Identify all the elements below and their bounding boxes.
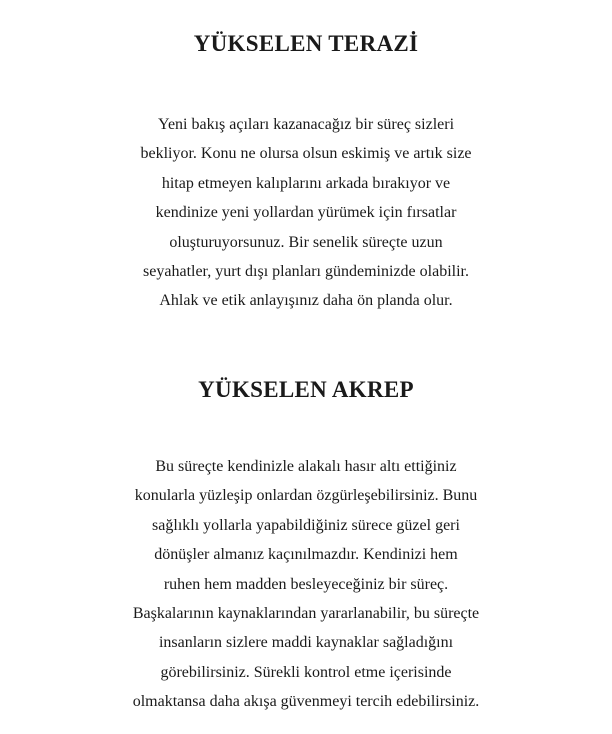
body-line: sağlıklı yollarla yapabildiğiniz sürece güzel geri	[152, 516, 460, 534]
section-body	[0, 452, 612, 717]
section-body	[0, 110, 612, 316]
body-line: Başkalarının kaynaklarından yararlanabilir, bu süreçte	[132, 605, 480, 623]
body-line: görebilirsiniz. Sürekli kontrol etme içerisinde	[160, 663, 452, 681]
body-line: bekliyor. Konu ne olursa olsun eskimiş ve artık size	[140, 145, 472, 163]
body-line: Bu süreçte kendinizle alakalı hasır altı ettiğiniz	[155, 458, 457, 475]
body-line: Yeni bakış açıları kazanacağız bir süreç sizleri	[157, 116, 455, 133]
section-yukselen-akrep	[0, 374, 612, 717]
body-line: ruhen hem madden besleyeceğiniz bir süreç.	[163, 575, 449, 593]
body-line: dönüşler almanız kaçınılmazdır. Kendinizi hem	[154, 546, 458, 564]
body-line: hitap etmeyen kalıplarını arkada bırakıyor ve	[161, 174, 451, 192]
section-heading: YÜKSELEN TERAZİ	[193, 31, 419, 56]
section-heading: YÜKSELEN AKREP	[198, 377, 414, 402]
section-yukselen-terazi	[0, 28, 612, 316]
body-line: oluşturuyorsunuz. Bir senelik süreçte uzun	[169, 233, 443, 251]
body-line: konularla yüzleşip onlardan özgürleşebilirsiniz. Bunu	[134, 487, 478, 505]
body-line: seyahatler, yurt dışı planları gündeminizde olabilir.	[143, 263, 469, 281]
body-line: Ahlak ve etik anlayışınız daha ön planda olur.	[159, 292, 453, 310]
body-line: kendinize yeni yollardan yürümek için fırsatlar	[155, 204, 457, 222]
body-line: insanların sizlere maddi kaynaklar sağladığını	[158, 634, 454, 652]
body-line: olmaktansa daha akışa güvenmeyi tercih edebilirsiniz.	[132, 693, 480, 711]
